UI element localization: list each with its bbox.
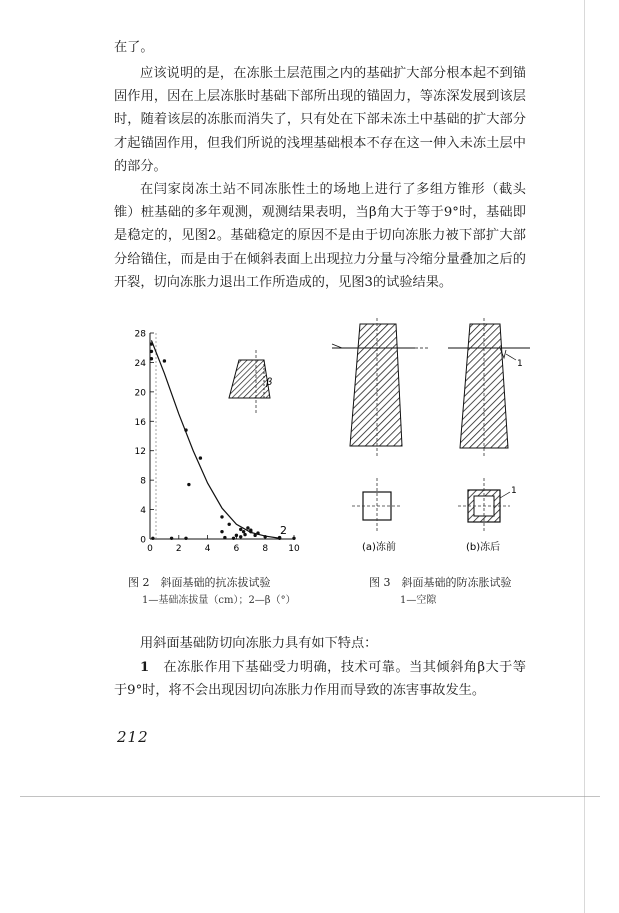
data-point-series-1 (163, 359, 166, 362)
x-tick-label: 4 (204, 544, 211, 554)
data-point-series-1 (246, 526, 249, 529)
data-point-series-1 (242, 530, 245, 533)
y-tick-label: 28 (134, 329, 146, 340)
data-point-series-2 (223, 536, 226, 539)
data-point-series-1 (235, 534, 238, 537)
x-tick-label: 6 (233, 544, 240, 554)
text-line-0: 在了。 (114, 40, 154, 55)
page-number: 212 (117, 728, 149, 746)
data-point-series-1 (150, 350, 153, 353)
data-point-series-1 (220, 530, 223, 533)
data-point-series-2 (170, 537, 173, 540)
data-point-series-2 (278, 537, 281, 540)
figure-2-caption: 图 2 斜面基础的抗冻拔试验 (128, 576, 271, 589)
figure-3-diagram (330, 318, 540, 558)
x-tick-label: 10 (288, 544, 300, 554)
pile-after-freezing (460, 318, 523, 458)
data-points (150, 342, 296, 540)
paragraph-3: 用斜面基础防切向冻胀力具有如下特点： (140, 636, 378, 651)
figure-3-caption: 图 3 斜面基础的防冻胀试验 (369, 576, 512, 589)
data-point-series-1 (184, 428, 187, 431)
data-point-series-1 (187, 483, 190, 486)
data-point-series-1 (256, 531, 259, 534)
list-item-1-text: 在冻胀作用下基础受力明确，技术可靠。当其倾斜角β大于等于9°时，将不会出现因切向冻胀力作用而导致的冻害事故发生。 (114, 660, 526, 699)
y-tick-label: 20 (134, 388, 146, 399)
label-before: (a)冻前 (362, 542, 396, 553)
list-item-1 (114, 656, 526, 702)
data-point-series-1 (150, 357, 153, 360)
figure-3-legend: 1—空隙 (400, 595, 437, 606)
y-tick-label: 12 (134, 447, 146, 458)
x-tick-label: 2 (175, 544, 182, 554)
data-point-series-2 (239, 535, 242, 538)
list-item-1-number: 1 (140, 660, 150, 675)
data-point-series-2 (243, 533, 246, 536)
label-gap-1b: 1 (511, 486, 517, 496)
data-point-series-1 (199, 456, 202, 459)
y-tick-label: 4 (140, 506, 146, 517)
data-point-series-2 (232, 537, 235, 540)
data-point-series-1 (220, 515, 223, 518)
y-tick-label: 24 (134, 358, 146, 369)
footer-rule (20, 796, 600, 797)
y-tick-label: 16 (134, 417, 146, 428)
label-after: (b)冻后 (466, 542, 501, 553)
plan-view-before (352, 478, 402, 532)
paragraph-2: 在闫家岗冻土站不同冻胀性土的场地上进行了多组方锥形（截头锥）桩基础的多年观测，观测结果表明，当β角大于等于9°时，基础即是稳定的，见图2。基础稳定的原因不是由于切向冻胀力被下部扩大部分给锚住，而是由于在倾斜表面上出现拉力分量与冷缩分量叠加之后的开裂，切向冻胀力退出工作所造成的，见图3的试验结果。 (114, 182, 526, 290)
figure-2-chart (112, 325, 307, 560)
paragraph-1: 应该说明的是，在冻胀土层范围之内的基础扩大部分根本起不到锚固作用，因在上层冻胀时基础下部所出现的锚固力，等冻深发展到该层时，随着该层的冻胀而消失了，只有处在下部未冻土中基础的扩大部分才起锚固作用，但我们所说的浅埋基础根本不存在这一伸入未冻土层中的部分。 (114, 66, 526, 174)
data-point-series-2 (253, 534, 256, 537)
chart-ticks (135, 330, 300, 555)
y-tick-label: 8 (140, 476, 146, 487)
y-tick-label: 0 (140, 535, 146, 546)
pile-before-freezing (350, 318, 402, 458)
data-point-series-2 (292, 537, 295, 540)
data-point-series-2 (184, 537, 187, 540)
label-gap-1a: 1 (517, 359, 523, 369)
data-point-series-2 (249, 530, 252, 533)
x-tick-label: 8 (262, 544, 269, 554)
data-point-series-2 (151, 537, 154, 540)
data-point-series-1 (239, 528, 242, 531)
x-tick-label: 0 (147, 544, 153, 554)
plan-view-after (458, 478, 517, 532)
page-binding-edge (584, 0, 585, 913)
data-point-series-1 (228, 523, 231, 526)
data-point-series-2 (264, 535, 267, 538)
inset-beta-diagram (229, 350, 273, 415)
data-point-series-1 (150, 342, 153, 345)
curve-label-2: 2 (280, 524, 287, 537)
beta-symbol: β (266, 377, 273, 388)
figure-2-legend: 1—基础冻拔量（cm）；2—β（°） (142, 595, 296, 606)
